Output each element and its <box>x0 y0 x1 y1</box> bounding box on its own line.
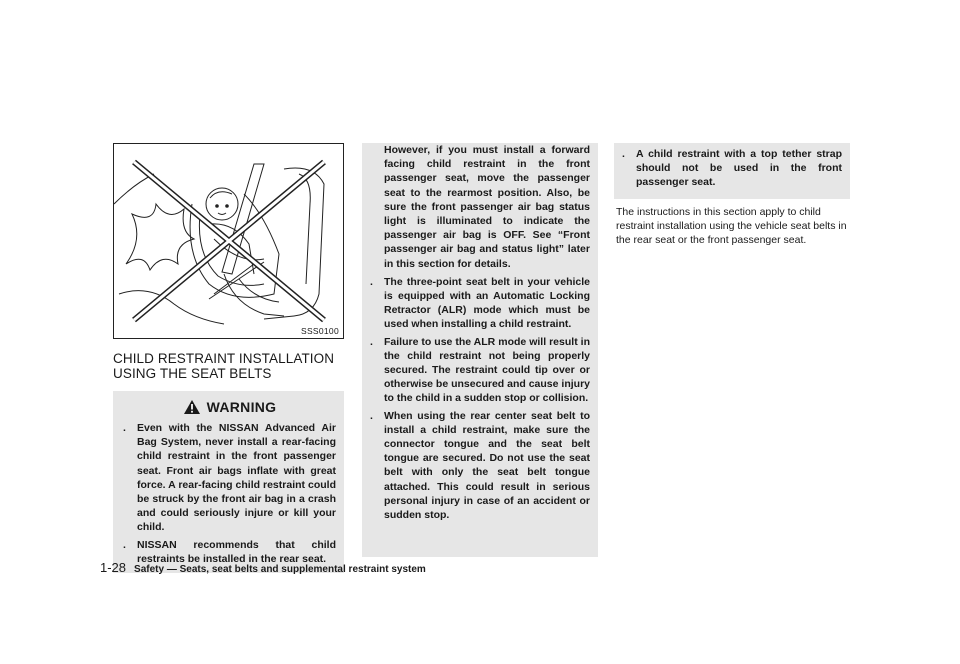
warning-continued-text: However, if you must install a forward facing child restraint in the front passenger seat, move the passenger seat to the rearmost position. Also, be sure the front passenger air bag status light is illuminated to indicate the passenger air bag is OFF. See “Front passenger air bag and status light” later in this section for details. <box>384 144 590 270</box>
illustration-figure <box>113 143 344 339</box>
warning-box-continued <box>362 143 598 557</box>
child-seat-prohibited-illustration <box>114 144 343 338</box>
bullet-marker: . <box>370 335 373 348</box>
section-title-line-1: CHILD RESTRAINT INSTALLATION <box>113 351 335 366</box>
warning-triangle-icon <box>183 399 201 415</box>
warning-bullet-text: Even with the NISSAN Advanced Air Bag System, never install a rear-facing child restraint in the front passenger seat. Front air bags inflate with great force. A rear-facing child restraint could be struck by the front air bag in a crash and could seriously injure or kill your child. <box>137 422 336 534</box>
page-number: 1-28 <box>100 560 127 575</box>
section-title-line-2: USING THE SEAT BELTS <box>113 366 272 381</box>
body-paragraph: The instructions in this section apply to child restraint installation using the vehicle seat belts in the rear seat or the front passenger seat. <box>616 205 847 246</box>
warning-title: WARNING <box>206 399 277 415</box>
bullet-marker: . <box>123 538 126 551</box>
warning-header <box>123 397 336 421</box>
bullet-marker: . <box>370 275 373 288</box>
warning-bullet-text: A child restraint with a top tether strap should not be used in the front passenger seat. <box>636 148 842 189</box>
footer-title: Safety — Seats, seat belts and supplemental restraint system <box>134 564 426 575</box>
bullet-marker: . <box>622 148 625 160</box>
warning-bullet-text: Failure to use the ALR mode will result in the child restraint not being properly secured. The restraint could tip over or otherwise be unsecured and cause injury to the child in a sudden stop or collision. <box>384 335 590 405</box>
warning-box <box>113 391 344 573</box>
section-title <box>113 351 344 381</box>
bullet-marker: . <box>123 422 126 434</box>
warning-bullet-text: The three-point seat belt in your vehicle is equipped with an Automatic Locking Retractor (ALR) mode which must be used when installing a child restraint. <box>384 275 590 331</box>
warning-bullet-text: When using the rear center seat belt to install a child restraint, make sure the connector tongue and the seat belt tongue are secured. Do not use the seat belt with only the seat belt tongue attached. This could result in serious personal injury in case of an accident or sudden stop. <box>384 409 590 522</box>
warning-box-end <box>614 143 850 199</box>
column-2 <box>362 143 598 557</box>
warning-bullet <box>622 147 842 190</box>
column-1 <box>113 143 344 573</box>
figure-code: SSS0100 <box>300 326 339 336</box>
warning-bullet-text: NISSAN recommends that child restraints be installed in the rear seat. <box>137 538 336 565</box>
column-3 <box>614 143 850 247</box>
bullet-marker: . <box>370 409 373 422</box>
page-footer <box>100 560 426 575</box>
warning-bullet <box>370 275 590 332</box>
warning-bullet <box>370 335 590 406</box>
warning-bullet <box>370 409 590 523</box>
warning-bullet <box>123 421 336 535</box>
